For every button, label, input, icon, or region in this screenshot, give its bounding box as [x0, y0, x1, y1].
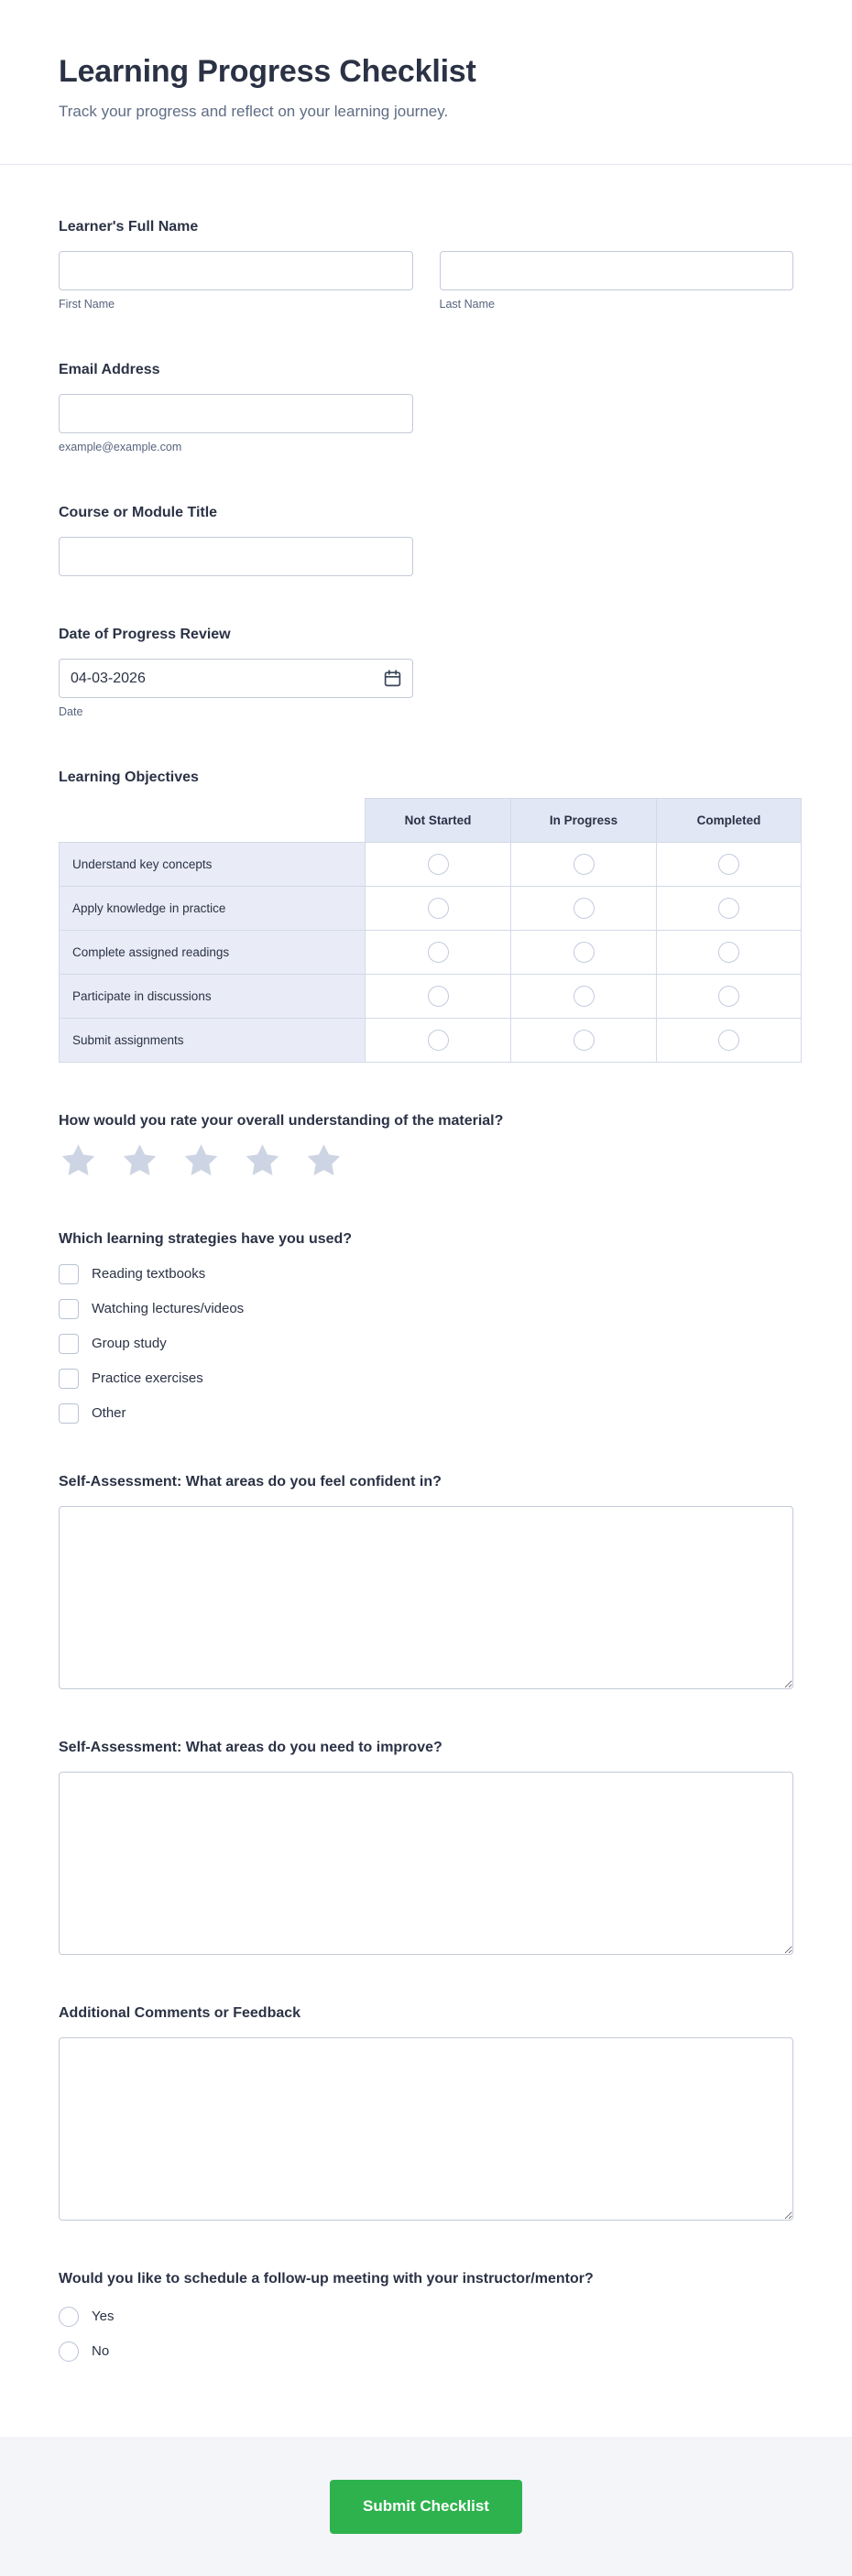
calendar-icon[interactable] [381, 668, 403, 690]
date-input-group [59, 659, 413, 698]
form-title: Learning Progress Checklist [59, 54, 476, 89]
matrix-cell [657, 931, 802, 975]
field-course-title [59, 504, 793, 576]
first-name-input[interactable] [59, 251, 413, 290]
last-name-group [440, 251, 794, 311]
checkbox-icon[interactable] [59, 1403, 79, 1424]
matrix-cell [511, 1019, 657, 1063]
matrix-row-label: Submit assignments [60, 1019, 366, 1063]
field-additional-comments [59, 2004, 793, 2221]
matrix-cell [366, 931, 511, 975]
matrix-column-header: Not Started [366, 799, 511, 843]
option-label: Yes [92, 2309, 115, 2324]
matrix-radio[interactable] [573, 898, 595, 919]
checkbox-icon[interactable] [59, 1334, 79, 1354]
option-label: Reading textbooks [92, 1266, 206, 1282]
matrix-row [60, 1019, 802, 1063]
matrix-cell [366, 887, 511, 931]
matrix-radio[interactable] [718, 986, 739, 1007]
last-name-input[interactable] [440, 251, 794, 290]
first-name-group [59, 251, 413, 311]
matrix-row [60, 975, 802, 1019]
strategies-label: Which learning strategies have you used? [59, 1231, 353, 1247]
strategies-options [59, 1263, 793, 1424]
additional-comments-label: Additional Comments or Feedback [59, 2005, 301, 2021]
learning-objectives-matrix [59, 798, 802, 1063]
matrix-cell [657, 975, 802, 1019]
matrix-row [60, 887, 802, 931]
matrix-radio[interactable] [428, 898, 449, 919]
matrix-row [60, 843, 802, 887]
full-name-row [59, 251, 793, 311]
course-title-input[interactable] [59, 537, 413, 576]
matrix-cell [657, 887, 802, 931]
strategy-option-watching-lectures[interactable] [59, 1298, 793, 1319]
matrix-cell [511, 931, 657, 975]
checkbox-icon[interactable] [59, 1369, 79, 1389]
star-icon[interactable] [59, 1141, 98, 1181]
matrix-cell [511, 843, 657, 887]
matrix-radio[interactable] [718, 1030, 739, 1051]
confident-areas-textarea[interactable] [59, 1506, 793, 1689]
star-icon[interactable] [181, 1141, 221, 1181]
matrix-radio[interactable] [428, 986, 449, 1007]
star-icon[interactable] [120, 1141, 159, 1181]
followup-options [59, 2306, 793, 2362]
followup-option-yes[interactable] [59, 2306, 793, 2327]
date-input[interactable] [59, 659, 413, 698]
field-email [59, 361, 793, 454]
option-label: Group study [92, 1336, 167, 1351]
strategy-option-practice-exercises[interactable] [59, 1368, 793, 1389]
field-learning-objectives [59, 769, 793, 1063]
improve-areas-textarea[interactable] [59, 1772, 793, 1955]
email-sublabel: example@example.com [59, 441, 182, 453]
matrix-row-label: Understand key concepts [60, 843, 366, 887]
matrix-radio[interactable] [718, 942, 739, 963]
matrix-radio[interactable] [718, 854, 739, 875]
form-body [0, 165, 852, 2437]
field-improve-areas [59, 1739, 793, 1955]
email-label: Email Address [59, 362, 160, 377]
matrix-row-label: Participate in discussions [60, 975, 366, 1019]
first-name-sublabel: First Name [59, 298, 115, 311]
checkbox-icon[interactable] [59, 1264, 79, 1284]
matrix-cell [511, 887, 657, 931]
form-subtitle: Track your progress and reflect on your learning journey. [59, 103, 449, 120]
field-learning-strategies [59, 1230, 793, 1424]
matrix-radio[interactable] [428, 854, 449, 875]
confident-areas-label: Self-Assessment: What areas do you feel confident in? [59, 1474, 442, 1490]
matrix-radio[interactable] [573, 854, 595, 875]
matrix-radio[interactable] [573, 1030, 595, 1051]
learning-objectives-label: Learning Objectives [59, 770, 199, 785]
matrix-corner-cell [60, 799, 366, 843]
followup-option-no[interactable] [59, 2341, 793, 2362]
date-sublabel: Date [59, 705, 83, 718]
submit-button[interactable]: Submit Checklist [330, 2480, 522, 2534]
matrix-cell [657, 843, 802, 887]
followup-label: Would you like to schedule a follow-up meeting with your instructor/mentor? [59, 2271, 594, 2287]
option-label: Practice exercises [92, 1370, 203, 1386]
matrix-cell [657, 1019, 802, 1063]
full-name-label: Learner's Full Name [59, 219, 199, 235]
matrix-radio[interactable] [573, 942, 595, 963]
form-footer [0, 2437, 852, 2576]
matrix-radio[interactable] [718, 898, 739, 919]
course-title-label: Course or Module Title [59, 505, 218, 520]
strategy-option-other[interactable] [59, 1403, 793, 1424]
email-input[interactable] [59, 394, 413, 433]
last-name-sublabel: Last Name [439, 298, 495, 311]
matrix-cell [366, 1019, 511, 1063]
matrix-row [60, 931, 802, 975]
radio-icon[interactable] [59, 2307, 79, 2327]
star-rating [59, 1141, 793, 1181]
additional-comments-textarea[interactable] [59, 2037, 793, 2221]
option-label: No [92, 2343, 110, 2359]
radio-icon[interactable] [59, 2341, 79, 2362]
matrix-radio[interactable] [428, 942, 449, 963]
option-label: Other [92, 1405, 126, 1421]
improve-areas-label: Self-Assessment: What areas do you need to improve? [59, 1740, 442, 1755]
form-header [0, 0, 852, 164]
matrix-radio[interactable] [573, 986, 595, 1007]
field-review-date [59, 626, 793, 719]
matrix-header-row [60, 799, 802, 843]
strategy-option-group-study[interactable] [59, 1333, 793, 1354]
matrix-radio[interactable] [428, 1030, 449, 1051]
review-date-label: Date of Progress Review [59, 627, 231, 642]
rating-label: How would you rate your overall understanding of the material? [59, 1113, 504, 1129]
option-label: Watching lectures/videos [92, 1301, 245, 1316]
field-understanding-rating [59, 1112, 793, 1181]
matrix-column-header: Completed [657, 799, 802, 843]
strategy-option-reading-textbooks[interactable] [59, 1263, 793, 1284]
matrix-column-header: In Progress [511, 799, 657, 843]
matrix-cell [511, 975, 657, 1019]
star-icon[interactable] [304, 1141, 344, 1181]
matrix-row-label: Complete assigned readings [60, 931, 366, 975]
matrix-cell [366, 975, 511, 1019]
field-confident-areas [59, 1473, 793, 1689]
field-followup-meeting [59, 2270, 793, 2362]
matrix-cell [366, 843, 511, 887]
field-full-name [59, 218, 793, 311]
matrix-row-label: Apply knowledge in practice [60, 887, 366, 931]
checkbox-icon[interactable] [59, 1299, 79, 1319]
star-icon[interactable] [243, 1141, 282, 1181]
